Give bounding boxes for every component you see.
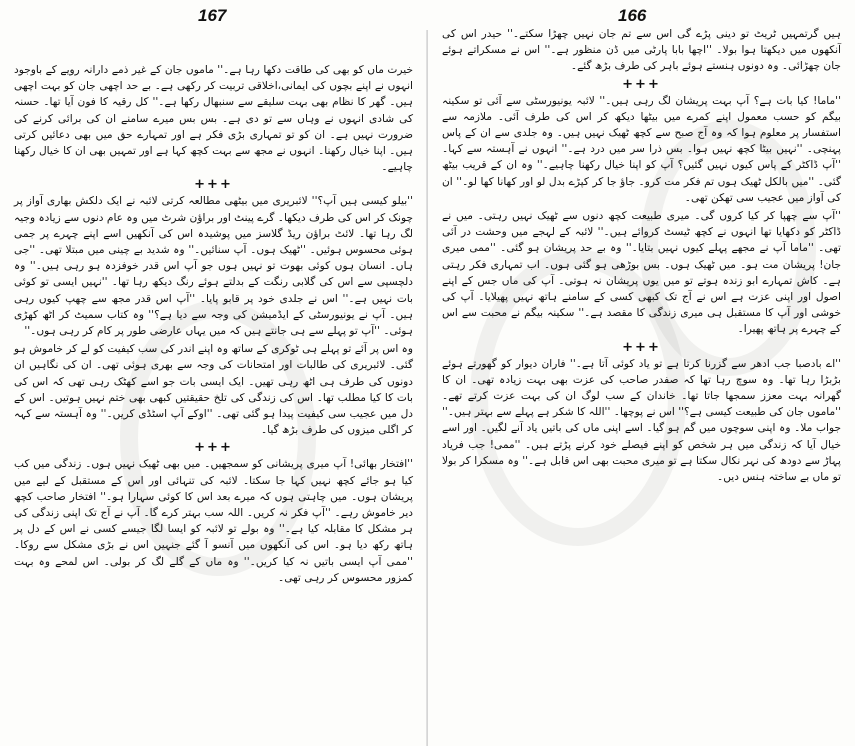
paragraph: ''افتخار بھائی! آپ میری پریشانی کو سمجھیں۔ میں بھی ٹھیک نہیں ہوں۔ زندگی میں کب کیا ہو جائے کچھ نہیں کہا جا سکتا۔ لائبہ کی تنہائی اور اس کے مستقبل کے لیے میں پریشان ہوں۔ میں چاہتی ہوں کہ میرے بعد اس کا کوئی سہارا ہو۔'' افتخار صاحب کچھ دیر خاموش رہے۔ ''آپ فکر نہ کریں۔ اللہ سب بہتر کرے گا۔ آپ نے آج تک اپنی زندگی کی ہر مشکل کا مقابلہ کیا ہے۔'' وہ بولے تو لائبہ کو ایسا لگا جیسے کسی نے اس کے دل پر ہاتھ رکھ دیا ہو۔ اس کی آنکھوں میں آنسو آ گئے جنہیں اس نے بڑی مشکل سے روکا۔ ''ممی آپ ایسی باتیں نہ کیا کریں۔'' وہ ماں کے گلے لگ کر بولی۔ اس لمحے وہ بہت کمزور محسوس کر رہی تھی۔ <box>14 458 413 584</box>
section-divider: +++ <box>194 440 233 456</box>
section-divider: +++ <box>622 339 661 355</box>
left-page <box>0 0 427 746</box>
paragraph: خیرت ماں کو بھی کی طاقت دکھا رہا ہے۔'' ماموں جان کے غیر ذمے دارانہ رویے کے باوجود انہوں نے اپنے بچوں کی ایمانی،اخلاقی تربیت کر رکھی ہے۔ بے حد اچھی جان کو بہت اچھی ہیں۔ گھر کا نظام بھی بہت سلیقے سے سنبھال رکھا ہے۔'' کل رقیہ کا فون آیا تھا۔ حسنہ کی شادی انہوں نے وہاں سے تو دی ہے۔ بس بس میرے سامنے ان کی برائی کرنے کی ضرورت نہیں ہے۔ ان کو تو تمہاری بڑی فکر ہے اور تمہارے حق میں بھی دعائیں کرتی ہیں۔ اپنا خیال رکھنا۔ انہوں نے مجھ سے بہت کچھ کہا ہے اور تمہیں بھی ان کا خیال رکھنا چاہیے۔ <box>14 64 413 174</box>
page-text <box>442 26 841 742</box>
paragraph: ہیں گرتمہیں ٹریٹ تو دینی پڑے گی اس سے تم جان نہیں چھڑا سکتے۔'' حیدر اس کی آنکھوں میں دیکھتا ہوا بولا۔ ''اچھا بابا پارٹی میں ڈن منظور ہے۔'' اس نے مسکراتے ہوئے جان چھڑائی۔ وہ دونوں ہنستے ہوئے باہر کی طرف بڑھ گئے۔ <box>442 28 841 73</box>
page-number: 166 <box>618 6 647 25</box>
paragraph: ''آپ سے چھپا کر کیا کروں گی۔ میری طبیعت کچھ دنوں سے ٹھیک نہیں رہتی۔ میں نے ڈاکٹر کو دکھایا تھا انہوں نے کچھ ٹیسٹ کروائے ہیں۔'' لائبہ کے لہجے میں وحشت در آئی تھی۔ ''ماما آپ نے مجھے پہلے کیوں نہیں بتایا۔'' وہ بے حد پریشان ہو گئی۔ ''ممی میری جان! پریشان مت ہو۔ میں ٹھیک ہوں۔ بس بوڑھی ہو گئی ہوں۔ اب تمہاری فکر رہتی ہے۔ کاش تمہارے ابو زندہ ہوتے تو میں یوں پریشان نہ ہوتی۔ آپ کی ماں جس کے اپنے اصول اور اپنی عزت ہے اس نے آج تک کبھی کسی کے سامنے ہاتھ نہیں پھیلایا۔ آپ کی خوشی اور آپ کا مستقبل ہی میری زندگی کا مقصد ہے۔'' سکینہ بیگم نے محبت سے اس کے چہرے پر ہاتھ پھیرا۔ <box>442 210 841 336</box>
paragraph: ''اے بادصبا جب ادھر سے گزرنا کرتا ہے تو یاد کوئی آتا ہے۔'' فاران دیوار کو گھورتے ہوئے بڑبڑا رہا تھا۔ وہ سوچ رہا تھا کہ صفدر صاحب کی عزت بھی بہت زیادہ تھی۔ ان کا گھرانہ بہت معزز سمجھا جاتا تھا۔ خاندان کے سب لوگ ان کی بہت عزت کرتے تھے۔ ''ماموں جان کی طبیعت کیسی ہے؟'' اس نے پوچھا۔ ''اللہ کا شکر ہے پہلے سے بہتر ہیں۔'' جواب ملا۔ وہ اپنی سوچوں میں گم ہو گیا۔ اسے اپنی ماں کی باتیں یاد آنے لگیں۔ اور اسے خیال آیا کہ زندگی میں ہر شخص کو اپنے فیصلے خود کرنے پڑتے ہیں۔ ''ممی! جب فریاد پہاڑ سے دودھ کی نہر نکال سکتا ہے تو میری محبت بھی اس قابل ہے۔'' وہ مسکرا کر بولا تو ماں بے ساختہ ہنس دیں۔ <box>442 357 841 484</box>
paragraph: وہ اس پر آئے تو پہلے ہی ٹوکری کے ساتھ وہ اپنے اندر کی سب کیفیت کو لے کر خاموش ہو گئی۔ لائبریری کی طالبات اور امتحانات کی وجہ سے بھری ہوئی تھی۔ ان کی نگاہیں ان دونوں کی طرف ہی اٹھ رہی تھیں۔ ایک ایسی بات جو اسے کھٹک رہی تھی کہ اس کی بات کا کیا مطلب تھا۔ اس کی زندگی کی تلخ حقیقتیں کبھی بھی ختم نہیں ہوتیں۔ اس کے دل میں عجیب سی کیفیت پیدا ہو گئی تھی۔ ''اوکے آپ اسٹڈی کریں۔'' وہ آہستہ سے کہہ کر اگلی میزوں کی طرف بڑھ گیا۔ <box>14 343 413 437</box>
paragraph: ''ماما! کیا بات ہے؟ آپ بہت پریشان لگ رہی ہیں۔'' لائبہ یونیورسٹی سے آئی تو سکینہ بیگم کو حسب معمول اپنے کمرے میں بیٹھا دیکھ کر اس کی طرف آئی۔ ملازمہ سے استفسار پر معلوم ہوا کہ وہ آج صبح سے کچھ ٹھیک نہیں ہیں۔ وہ جلدی سے ان کے پاس پہنچی۔ ''نہیں بیٹا کچھ نہیں ہوا۔ بس ذرا سر میں درد ہے۔'' انہوں نے آہستہ سے کہا۔ ''آپ ڈاکٹر کے پاس کیوں نہیں گئیں؟ آپ کو اپنا خیال رکھنا چاہیے۔'' وہ ان کے قریب بیٹھ گئی۔ ''میں بالکل ٹھیک ہوں تم فکر مت کرو۔ جاؤ جا کر کپڑے بدل لو اور کھانا کھا لو۔'' ان کی آواز میں عجیب سی تھکن تھی۔ <box>442 94 841 204</box>
paragraph: ''بیلو کیسی ہیں آپ؟'' لائبریری میں بیٹھی مطالعہ کرتی لائبہ نے ایک دلکش بھاری آواز پر چونک کر اس کی طرف دیکھا۔ گرے پینٹ اور براؤن شرٹ میں وہ عام دنوں سے زیادہ وجیہ لگ رہا تھا۔ لائٹ براؤن ریڈ گلاسز میں پوشیدہ اس کی آنکھیں اسے اپنے چہرے پر جمی ہوئی محسوس ہوئیں۔ ''ٹھیک ہوں۔ آپ سنائیں۔'' وہ شدید بے چینی میں مبتلا تھی۔ ''جی ہاں۔ انسان ہوں کوئی بھوت تو نہیں ہوں جو آپ اس قدر خوفزدہ ہو رہی ہیں۔'' وہ دلچسپی سے اس کی گلابی رنگت کے بدلتے ہوئے رنگ دیکھ رہا تھا۔ ''نہیں ایسی تو کوئی بات نہیں ہے۔'' اس نے جلدی خود پر قابو پایا۔ ''آپ اس قدر مجھ سے چھپ کیوں رہی ہیں۔ آپ نے یونیورسٹی کے ایڈمیشن کی وجہ سے دیا ہے؟'' وہ کتاب سمیٹ کر اٹھ کھڑی ہوئی۔ ''آپ تو پہلے سے ہی جانتے ہیں کہ میں یہاں عارضی طور پر کام کر رہی ہوں۔'' <box>14 195 413 338</box>
page-text <box>14 62 413 742</box>
section-divider: +++ <box>622 76 661 92</box>
right-page <box>428 0 855 746</box>
page-number: 167 <box>198 6 227 25</box>
section-divider: +++ <box>194 177 233 193</box>
